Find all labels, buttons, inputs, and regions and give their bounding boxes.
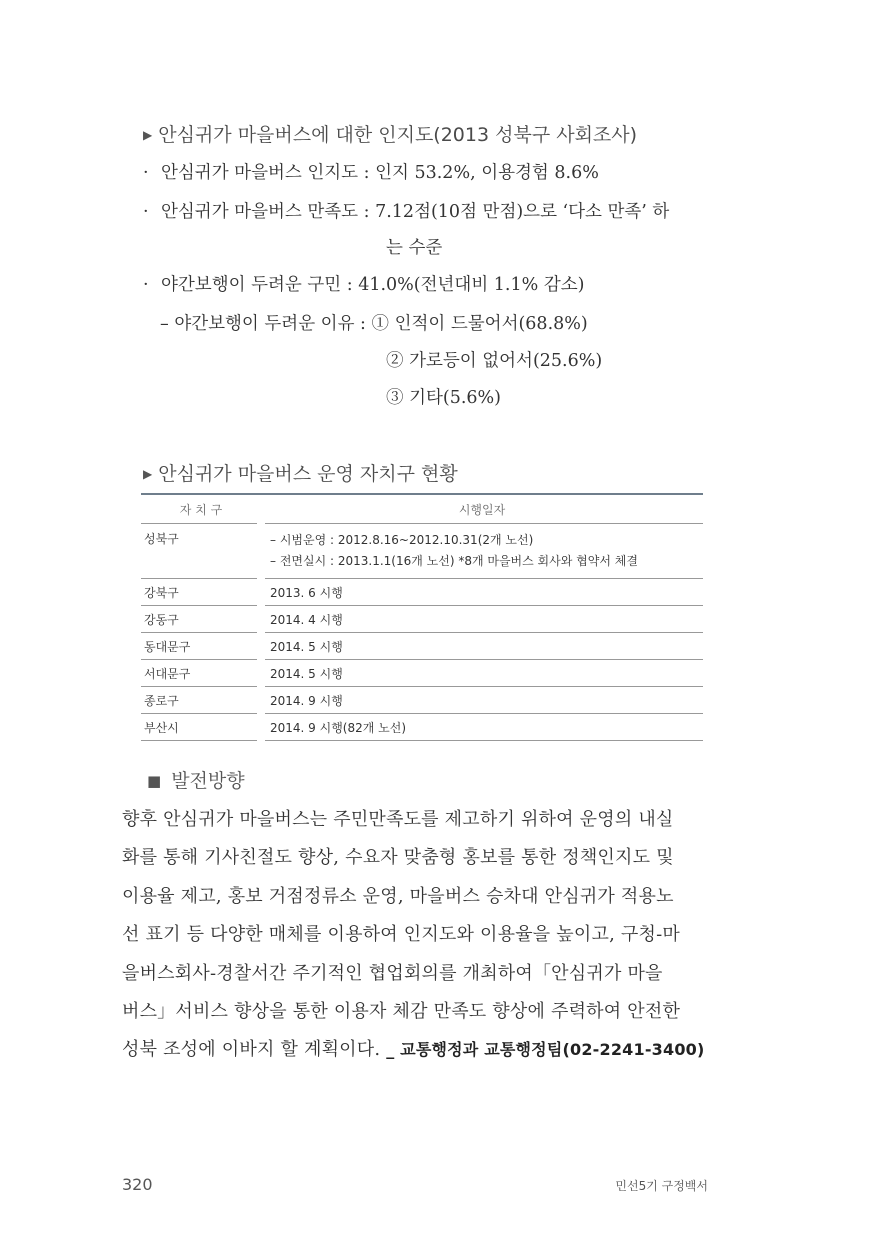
department-credit: _ 교통행정과 교통행정팀(02-2241-3400) xyxy=(386,1040,705,1060)
fear-reason-label: – 야간보행이 두려운 이유 : ① 인적이 드물어서(68.8%) xyxy=(160,314,588,334)
table-row xyxy=(141,660,703,687)
table-row xyxy=(141,579,703,606)
triangle-right-icon: ▶ xyxy=(143,128,153,142)
date-cell: 2014. 9 시행 xyxy=(261,687,703,714)
survey-heading: ▶ 안심귀가 마을버스에 대한 인지도(2013 성북구 사회조사) xyxy=(143,124,638,146)
header-district: 자 치 구 xyxy=(141,494,261,524)
date-line: – 전면실시 : 2013.1.1(16개 노선) *8개 마을버스 회사와 협약서 체결 xyxy=(270,554,638,568)
date-cell xyxy=(261,524,703,579)
square-icon: ■ xyxy=(147,772,162,790)
triangle-right-icon: ▶ xyxy=(143,467,153,481)
paragraph-line: 선 표기 등 다양한 매체를 이용하여 인지도와 이용율을 높이고, 구청-마 xyxy=(122,924,680,946)
paragraph-line: 향후 안심귀가 마을버스는 주민만족도를 제고하기 위하여 운영의 내실 xyxy=(122,809,674,830)
table-row xyxy=(141,524,703,579)
fear-reason-2: ② 가로등이 없어서(25.6%) xyxy=(386,351,603,371)
table-row xyxy=(141,687,703,714)
paragraph-line: 이용율 제고, 홍보 거점정류소 운영, 마을버스 승차대 안심귀가 적용노 xyxy=(122,885,674,907)
book-title: 민선5기 구정백서 xyxy=(615,1179,708,1193)
paragraph-line: 을버스회사-경찰서간 주기적인 협업회의를 개최하여「안심귀가 마을 xyxy=(122,962,663,984)
bullet-dot: · xyxy=(143,163,149,183)
page-number: 320 xyxy=(122,1175,153,1194)
districts-table xyxy=(141,493,703,741)
bullet-awareness: · 안심귀가 마을버스 인지도 : 인지 53.2%, 이용경험 8.6% xyxy=(143,163,599,183)
date-cell: 2013. 6 시행 xyxy=(261,579,703,606)
bullet-dot: · xyxy=(143,275,149,295)
paragraph-line-last: 성북 조성에 이바지 할 계획이다. _ 교통행정과 교통행정팀(02-2241-3400) xyxy=(122,1039,705,1061)
development-heading: ■ 발전방향 xyxy=(147,770,245,792)
district-cell: 서대문구 xyxy=(141,660,261,687)
bullet-dot: · xyxy=(143,202,149,222)
district-cell: 동대문구 xyxy=(141,633,261,660)
district-cell: 강동구 xyxy=(141,606,261,633)
date-line: – 시범운영 : 2012.8.16~2012.10.31(2개 노선) xyxy=(270,533,534,547)
date-cell: 2014. 5 시행 xyxy=(261,660,703,687)
date-cell: 2014. 4 시행 xyxy=(261,606,703,633)
fear-reason-3: ③ 기타(5.6%) xyxy=(386,388,501,408)
table-row xyxy=(141,714,703,741)
paragraph-line: 화를 통해 기사친절도 향상, 수요자 맞춤형 홍보를 통한 정책인지도 및 xyxy=(122,847,674,869)
header-date: 시행일자 xyxy=(261,494,703,524)
development-paragraph xyxy=(122,801,712,1070)
district-cell: 부산시 xyxy=(141,714,261,741)
district-cell: 종로구 xyxy=(141,687,261,714)
paragraph-line: 버스」서비스 향상을 통한 이용자 체감 만족도 향상에 주력하여 안전한 xyxy=(122,1001,681,1023)
districts-heading: ▶ 안심귀가 마을버스 운영 자치구 현황 xyxy=(143,463,458,485)
table-row xyxy=(141,633,703,660)
table-header-row xyxy=(141,494,703,524)
bullet-satisfaction-cont: 는 수준 xyxy=(386,238,443,258)
district-cell: 성북구 xyxy=(141,524,261,579)
date-cell: 2014. 9 시행(82개 노선) xyxy=(261,714,703,741)
table-row xyxy=(141,606,703,633)
date-cell: 2014. 5 시행 xyxy=(261,633,703,660)
bullet-night-fear: · 야간보행이 두려운 구민 : 41.0%(전년대비 1.1% 감소) xyxy=(143,275,585,295)
bullet-satisfaction: · 안심귀가 마을버스 만족도 : 7.12점(10점 만점)으로 ‘다소 만족’ 하 xyxy=(143,202,670,222)
district-cell: 강북구 xyxy=(141,579,261,606)
